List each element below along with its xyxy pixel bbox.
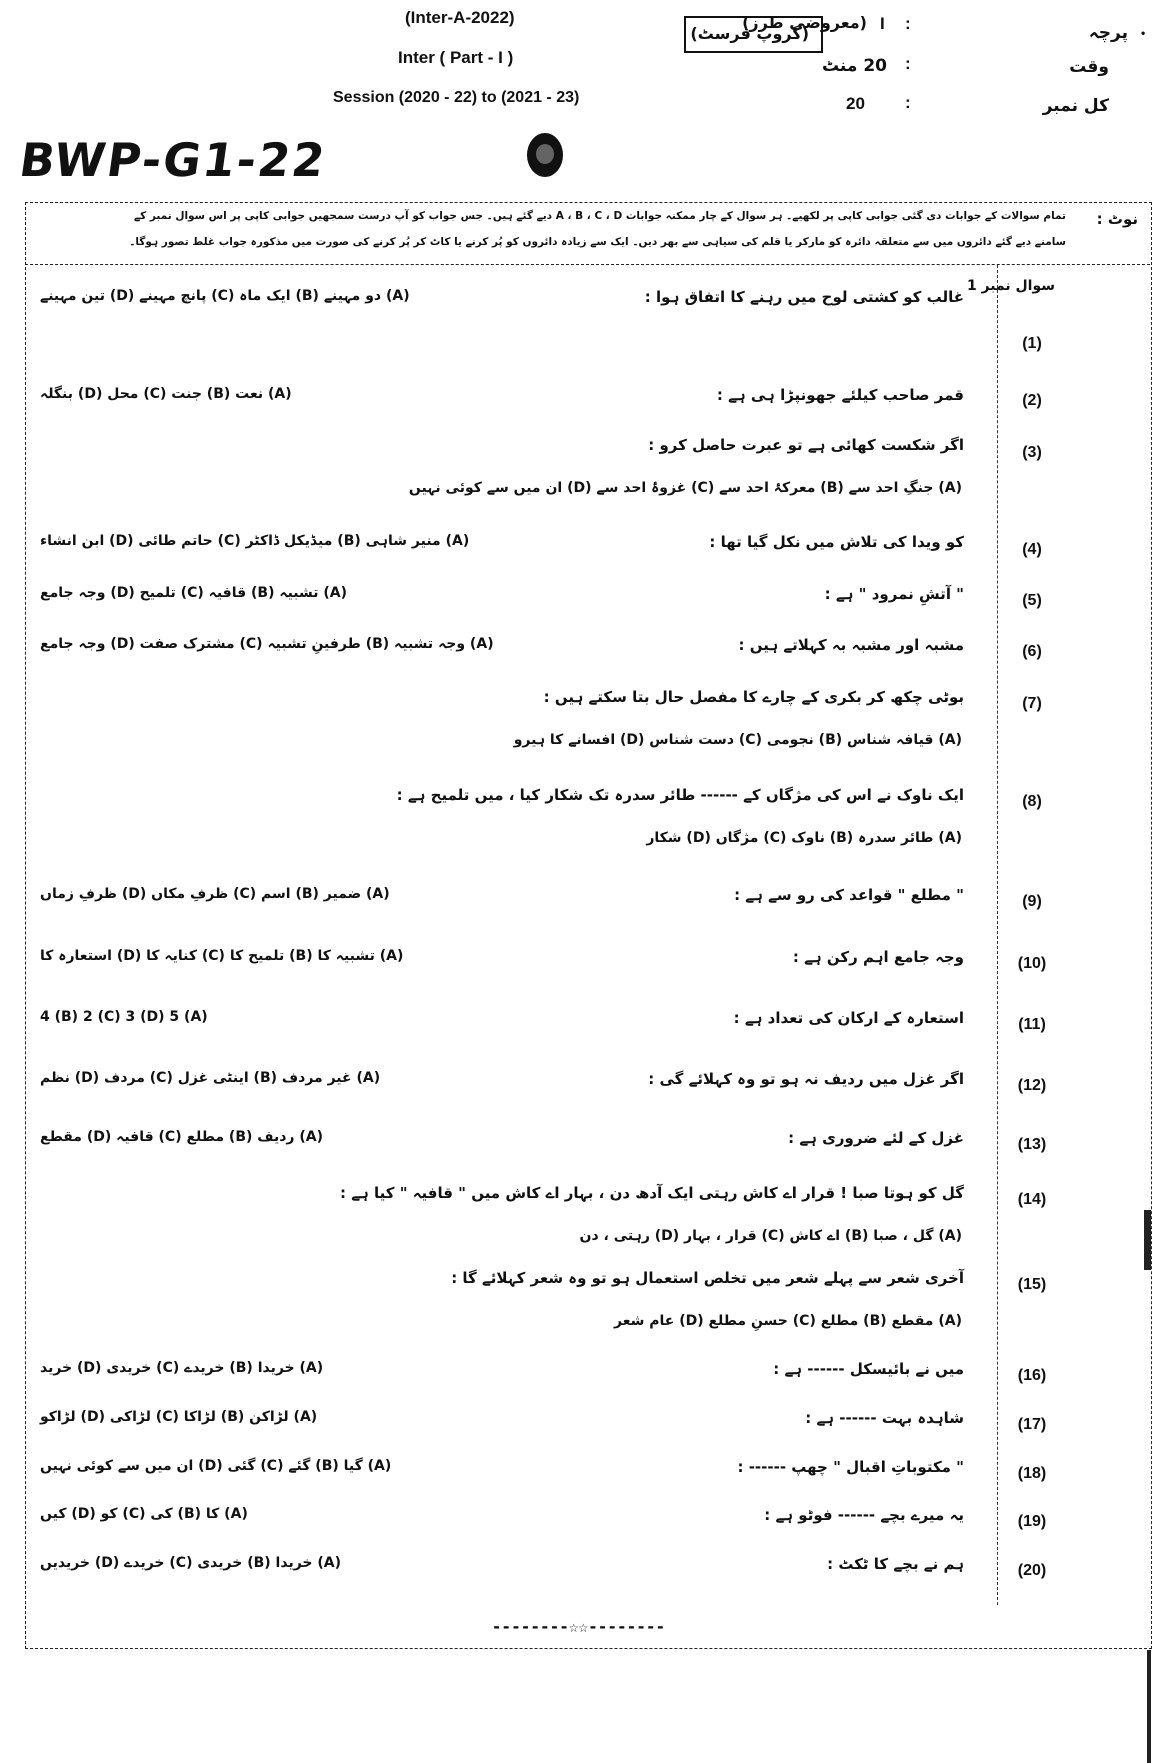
question-text: اگر شکست کھائی ہے تو عبرت حاصل کرو :	[648, 436, 964, 454]
paper-colon: :	[905, 14, 911, 33]
question-text: استعارہ کے ارکان کی تعداد ہے :	[733, 1009, 964, 1027]
question-text: اگر غزل میں ردیف نہ ہو تو وہ کہلائے گی :	[648, 1070, 964, 1088]
question-number: (5)	[1022, 592, 1042, 609]
question-number: (11)	[1018, 1016, 1046, 1033]
question-text: گل کو ہوتا صبا ! قرار اے کاش رہتی ایک آدھ دن ، بہار اے کاش میں " قافیہ " کیا ہے :	[339, 1184, 964, 1202]
question-options: (A) لڑاکن (B) لڑاکا (C) لڑاکی (D) لڑاکو	[40, 1409, 318, 1425]
question-options: (A) گل ، صبا (B) اے کاش (C) قرار ، بہار (D) رہتی ، دن	[579, 1228, 962, 1244]
scan-edge-mark	[1144, 1210, 1151, 1270]
question-options: (A) مقطع (B) مطلع (C) حسنِ مطلع (D) عام شعر	[613, 1313, 962, 1329]
note-label: نوٹ :	[1096, 210, 1138, 228]
question-number: (15)	[1017, 1276, 1047, 1293]
question-text: شاہدہ بہت ------ ہے :	[805, 1409, 964, 1427]
paper-value: I	[880, 14, 885, 33]
question-options: (A) خریدا (B) خریدے (C) خریدی (D) خرید	[40, 1360, 324, 1376]
question-options: (A) گیا (B) گئے (C) گئی (D) ان میں سے کوئی نہیں	[40, 1458, 392, 1474]
group-stamp-text: (گروپ فرسٹ)	[690, 24, 809, 43]
paper-type: (معروضی طرز)	[742, 13, 867, 32]
question-text: قمر صاحب کیلئے جھونپڑا ہی ہے :	[716, 386, 964, 404]
question-text: غالب کو کشتی لوح میں رہنے کا اتفاق ہوا :	[644, 288, 964, 306]
paper-label: پرچہ	[1088, 23, 1128, 43]
question-text: ہم نے بچے کا ٹکٹ :	[827, 1555, 964, 1573]
question-number: (6)	[1022, 643, 1042, 660]
question-number: (17)	[1017, 1416, 1047, 1433]
question-options: (A) طائر سدرہ (B) ناوک (C) مژگاں (D) شکار	[646, 830, 962, 846]
question-number: (14)	[1017, 1191, 1047, 1208]
question-options: (A) جنگِ احد سے (B) معرکۂ احد سے (C) غزوۂ احد سے (D) ان میں سے کوئی نہیں	[408, 480, 962, 496]
question-options: (A) کا (B) کی (C) کو (D) کیں	[40, 1506, 248, 1522]
question-frame	[25, 202, 1152, 1649]
time-colon: :	[905, 54, 911, 73]
question-options: (A) 4 (B) 2 (C) 3 (D) 5	[40, 1009, 208, 1025]
question-options: (A) منیر شاہی (B) میڈیکل ڈاکٹر (C) حاتم طائی (D) ابن انشاء	[40, 533, 470, 549]
bullet-dot: •	[1141, 26, 1146, 40]
instructions-note	[25, 202, 1150, 265]
question-number: (18)	[1017, 1465, 1047, 1482]
question-text: آخری شعر سے پہلے شعر میں تخلص استعمال ہو تو وہ شعر کہلائے گا :	[451, 1269, 964, 1287]
question-options: (A) تشبیہ (B) قافیہ (C) تلمیح (D) وجہ جامع	[40, 585, 348, 601]
question-text: غزل کے لئے ضروری ہے :	[788, 1129, 964, 1147]
question-text: " آتشِ نمرود " ہے :	[824, 585, 964, 603]
marks-colon: :	[905, 93, 911, 112]
marks-label: کل نمبر	[1042, 96, 1109, 116]
board-logo	[527, 133, 563, 177]
question-number: (10)	[1017, 955, 1047, 972]
question-number: (4)	[1022, 541, 1042, 558]
question-options: (A) غیر مردف (B) اینٹی غزل (C) مردف (D) نظم	[40, 1070, 381, 1086]
question-options: (A) قیافہ شناس (B) نجومی (C) دست شناس (D) افسانے کا ہیرو	[513, 732, 962, 748]
time-label: وقت	[1069, 57, 1109, 77]
question-number: (3)	[1022, 444, 1042, 461]
question-number: (16)	[1017, 1367, 1047, 1384]
end-mark: --------☆☆--------	[491, 1617, 666, 1636]
question-options: (A) ضمیر (B) اسم (C) ظرفِ مکاں (D) ظرفِ زماں	[40, 886, 390, 902]
question-options: (A) خریدا (B) خریدی (C) خریدے (D) خریدیں	[40, 1555, 342, 1571]
question-number: (2)	[1022, 392, 1042, 409]
marks-value: 20	[846, 94, 865, 113]
question-text: وجہ جامع اہم رکن ہے :	[792, 948, 964, 966]
question-number: (8)	[1022, 793, 1042, 810]
question-number: (7)	[1022, 695, 1042, 712]
question-number: (1)	[1022, 335, 1042, 352]
question-number: (9)	[1022, 893, 1042, 910]
question-options: (A) ردیف (B) مطلع (C) قافیہ (D) مقطع	[40, 1129, 323, 1145]
question-text: کو ویدا کی تلاش میں نکل گیا تھا :	[709, 533, 964, 551]
question-number: (12)	[1017, 1077, 1047, 1094]
question-text: " مکتوباتِ اقبال " چھپ ------ :	[737, 1458, 964, 1476]
question-options: (A) تشبیہ کا (B) تلمیح کا (C) کنایہ کا (D) استعارہ کا	[40, 948, 404, 964]
question-number: (19)	[1017, 1513, 1047, 1530]
exam-code: (Inter-A-2022)	[405, 8, 515, 27]
question-text: " مطلع " قواعد کی رو سے ہے :	[734, 886, 964, 904]
scan-edge-mark-lower	[1147, 1650, 1151, 1763]
question-number: (13)	[1017, 1136, 1047, 1153]
question-text: ایک ناوک نے اس کی مژگاں کے ------ طائر سدرہ تک شکار کیا ، میں تلمیح ہے :	[396, 786, 964, 804]
question-text: میں نے بائیسکل ------ ہے :	[773, 1360, 964, 1378]
question-options: (A) دو مہینے (B) ایک ماہ (C) پانچ مہینے (D) تین مہینے	[40, 288, 410, 304]
time-value: 20 منٹ	[821, 56, 887, 76]
exam-level: Inter ( Part - I )	[398, 48, 514, 67]
note-line-2: سامنے دیے گئے دائروں میں سے متعلقہ دائرہ کو مارکر یا قلم کی سیاہی سے بھر دیں۔ ایک سے زیادہ دائروں کو پُر کرنے یا کاٹ کر پُر کرنے کی صورت میں مذکورہ جواب غلط تصور ہوگا۔	[129, 236, 1066, 248]
question-options: (A) نعت (B) جنت (C) محل (D) بنگلہ	[40, 386, 292, 402]
question-text: یہ میرے بچے ------ فوٹو ہے :	[764, 1506, 964, 1524]
number-column-divider	[997, 265, 998, 1605]
question-text: بوٹی چکھ کر بکری کے چارے کا مفصل حال بتا سکتے ہیں :	[543, 688, 964, 706]
question-number: (20)	[1017, 1562, 1047, 1579]
session-range: Session (2020 - 22) to (2021 - 23)	[333, 89, 580, 106]
note-line-1: تمام سوالات کے جوابات دی گئی جوابی کاپی پر لکھیے۔ ہر سوال کے چار ممکنہ جوابات A ، B ، C ، D دیے گئے ہیں۔ جس جواب کو آپ درست سمجھیں جوابی کاپی پر اس سوال نمبر کے	[133, 210, 1066, 222]
question-heading: سوال نمبر 1	[966, 278, 1055, 294]
question-text: مشبہ اور مشبہ بہ کہلاتے ہیں :	[738, 636, 964, 654]
handwritten-code: BWP-G1-22	[16, 133, 330, 187]
question-options: (A) وجہ تشبیہ (B) طرفینِ تشبیہ (C) مشترک صفت (D) وجہ جامع	[40, 636, 494, 652]
